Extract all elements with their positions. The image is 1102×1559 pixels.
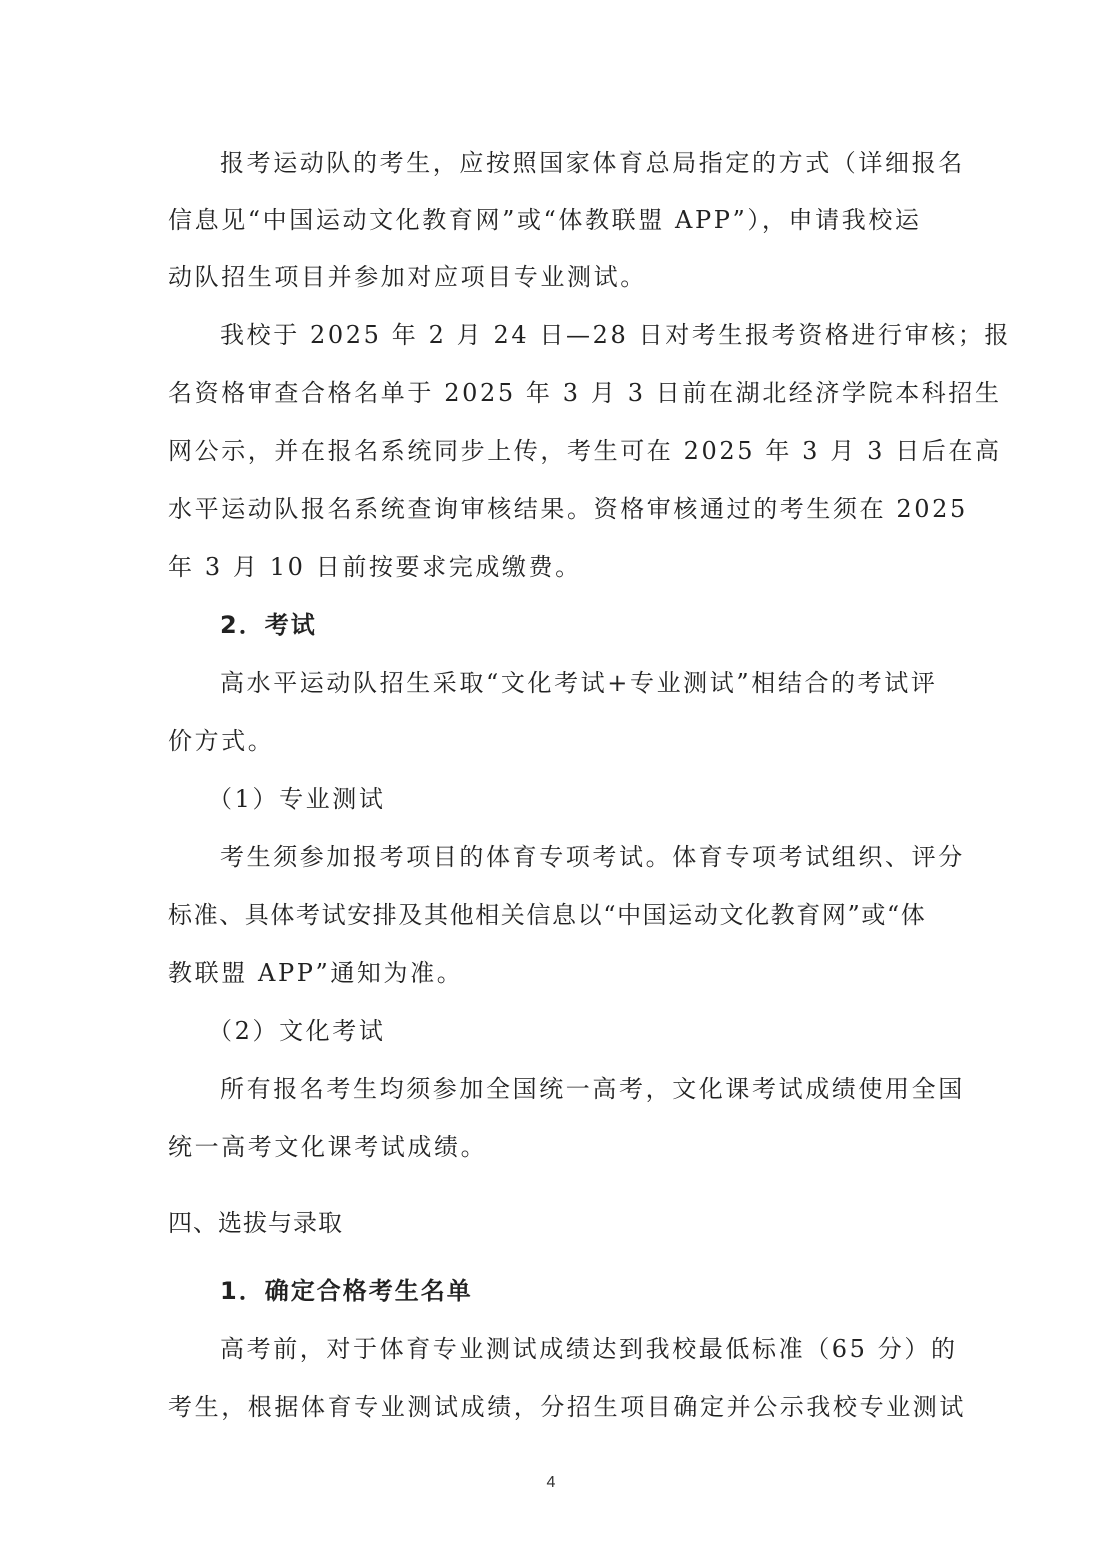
subsection-heading: 1．确定合格考生名单 (220, 1277, 473, 1305)
subsection-heading: 2．考试 (220, 611, 317, 639)
paragraph-line: 水平运动队报名系统查询审核结果。资格审核通过的考生须在 2025 (168, 495, 968, 523)
paragraph-line: 网公示，并在报名系统同步上传，考生可在 2025 年 3 月 3 日后在高 (168, 437, 1002, 465)
page-number: 4 (546, 1474, 556, 1491)
paragraph-line: 信息见“中国运动文化教育网”或“体教联盟 APP”），申请我校运 (168, 206, 922, 234)
item-heading: （2）文化考试 (208, 1017, 386, 1045)
paragraph-line: 动队招生项目并参加对应项目专业测试。 (168, 263, 647, 291)
item-heading: （1）专业测试 (208, 785, 386, 813)
paragraph-line: 教联盟 APP”通知为准。 (168, 959, 464, 987)
paragraph-line: 价方式。 (168, 727, 275, 755)
paragraph-line: 高水平运动队招生采取“文化考试+专业测试”相结合的考试评 (220, 669, 938, 697)
paragraph-line: 报考运动队的考生，应按照国家体育总局指定的方式（详细报名 (220, 149, 965, 177)
paragraph-line: 高考前，对于体育专业测试成绩达到我校最低标准（65 分）的 (220, 1335, 958, 1363)
paragraph-line: 我校于 2025 年 2 月 24 日—28 日对考生报考资格进行审核；报 (220, 321, 1012, 349)
paragraph-line: 考生，根据体育专业测试成绩，分招生项目确定并公示我校专业测试 (168, 1393, 966, 1421)
paragraph-line: 考生须参加报考项目的体育专项考试。体育专项考试组织、评分 (220, 843, 965, 871)
paragraph-line: 年 3 月 10 日前按要求完成缴费。 (168, 553, 582, 581)
section-heading: 四、选拔与录取 (168, 1209, 343, 1237)
paragraph-line: 所有报名考生均须参加全国统一高考，文化课考试成绩使用全国 (220, 1075, 965, 1103)
paragraph-line: 名资格审查合格名单于 2025 年 3 月 3 日前在湖北经济学院本科招生 (168, 379, 1002, 407)
paragraph-line: 统一高考文化课考试成绩。 (168, 1133, 488, 1161)
paragraph-line: 标准、具体考试安排及其他相关信息以“中国运动文化教育网”或“体 (168, 901, 927, 929)
